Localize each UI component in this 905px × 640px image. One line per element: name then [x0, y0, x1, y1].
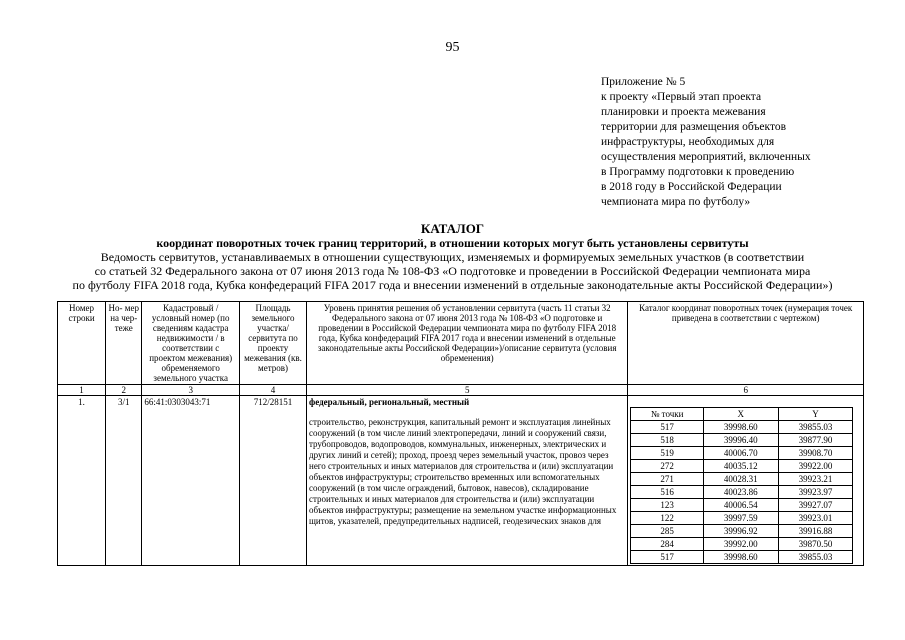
appendix-note [601, 75, 861, 210]
appendix-line: Приложение № 5 [601, 76, 686, 88]
page-number: 95 [445, 40, 460, 55]
point-number: 519 [631, 447, 704, 460]
y-coordinate: 39855.03 [778, 421, 853, 434]
coord-row [631, 460, 853, 473]
point-number: 123 [631, 499, 704, 512]
catalog-heading: КАТАЛОГ [420, 221, 485, 236]
coord-row [631, 538, 853, 551]
point-number: 122 [631, 512, 704, 525]
y-coordinate: 39916.88 [778, 525, 853, 538]
table-row [58, 396, 864, 566]
point-number: 517 [631, 551, 704, 564]
coord-row [631, 525, 853, 538]
x-coordinate: 39992.00 [703, 538, 778, 551]
header-decision-level: Уровень принятия решения об установлении сервитута (часть 11 статьи 32 Федерального закона от 07 июня 2013 года № 108-ФЗ «О подготовке и проведении в Российской Федерации чемпионата мира по футболу FIFA 2018 года, Кубка конфедераций FIFA 2017 года и внесении изменений в отдельные законодательные акты Российской Федерации»)/описание сервитута (условия обременения) [307, 302, 628, 385]
servitude-table [57, 301, 864, 566]
area-value: 712/28151 [240, 396, 307, 566]
servitude-description [307, 396, 628, 566]
servitude-conditions: строительство, реконструкция, капитальный ремонт и эксплуатация линейных сооружений (в том числе линий электропередачи, линий и сооружений связи, трубопроводов, водопроводов, коммунальных, инженерных, электрических и других линий и сетей); проход, проезд через земельный участок, провоз через него строительных и иных материалов для строительства и (или) эксплуатации объектов инфраструктуры; строительство временных или вспомогательных сооружений (в том числе ограждений, бытовок, навесов), складирование строительных и иных материалов для строительства и (или) эксплуатации объектов инфраструктуры; размещение на земельном участке информационных щитов, указателей, предупредительных надписей, геодезических знаков для [309, 417, 617, 526]
coord-row [631, 434, 853, 447]
header-drawing-number: Но- мер на чер- теже [106, 302, 142, 385]
column-number: 6 [628, 385, 864, 396]
x-coordinate: 40006.54 [703, 499, 778, 512]
coordinates-table [630, 407, 853, 564]
y-coordinate: 39870.50 [778, 538, 853, 551]
y-coordinate: 39923.97 [778, 486, 853, 499]
y-coordinate: 39877.90 [778, 434, 853, 447]
coord-header-x: X [703, 408, 778, 421]
description-line: Ведомость сервитутов, устанавливаемых в отношении существующих, изменяемых и формируемых земельных участков (в соответствии [100, 250, 805, 264]
y-coordinate: 39922.00 [778, 460, 853, 473]
point-number: 272 [631, 460, 704, 473]
coord-row [631, 512, 853, 525]
coord-header-point: № точки [631, 408, 704, 421]
y-coordinate: 39927.07 [778, 499, 853, 512]
appendix-line: к проекту «Первый этап проекта [601, 91, 762, 103]
column-number: 2 [106, 385, 142, 396]
appendix-line: территории для размещения объектов [601, 121, 786, 133]
description-line: по футболу FIFA 2018 года, Кубка конфедераций FIFA 2017 года и внесении изменений в отдельные законодательные акты Российской Федерации») [72, 278, 833, 292]
header-line-number: Номер строки [58, 302, 106, 385]
coord-row [631, 447, 853, 460]
column-number: 4 [240, 385, 307, 396]
coord-row [631, 486, 853, 499]
column-number: 1 [58, 385, 106, 396]
decision-levels: федеральный, региональный, местный [309, 397, 470, 407]
x-coordinate: 40006.70 [703, 447, 778, 460]
line-number: 1. [58, 396, 106, 566]
header-area: Площадь земельного участка/ сервитута по проекту межевания (кв. метров) [240, 302, 307, 385]
coord-row [631, 421, 853, 434]
point-number: 516 [631, 486, 704, 499]
header-coordinates-catalog: Каталог координат поворотных точек (нумерация точек приведена в соответствии с чертежом) [628, 302, 864, 385]
y-coordinate: 39855.03 [778, 551, 853, 564]
appendix-line: в 2018 году в Российской Федерации [601, 181, 782, 193]
drawing-number: 3/1 [106, 396, 142, 566]
column-number: 3 [142, 385, 240, 396]
header-cadastral-number: Кадастровый / условный номер (по сведениям кадастра недвижимости / в соответствии с проектом межевания) обременяемого земельного участка [142, 302, 240, 385]
appendix-line: планировки и проекта межевания [601, 106, 766, 118]
x-coordinate: 39998.60 [703, 551, 778, 564]
y-coordinate: 39923.01 [778, 512, 853, 525]
appendix-line: в Программу подготовки к проведению [601, 166, 795, 178]
appendix-line: осуществления мероприятий, включенных [601, 151, 811, 163]
y-coordinate: 39923.21 [778, 473, 853, 486]
description-line: со статьей 32 Федерального закона от 07 июня 2013 года № 108-ФЗ «О подготовке и проведении в Российской Федерации чемпионата мира [94, 264, 811, 278]
x-coordinate: 40035.12 [703, 460, 778, 473]
coord-row [631, 473, 853, 486]
point-number: 285 [631, 525, 704, 538]
y-coordinate: 39908.70 [778, 447, 853, 460]
title-block [0, 222, 905, 292]
column-number: 5 [307, 385, 628, 396]
x-coordinate: 40023.86 [703, 486, 778, 499]
coord-header-y: Y [778, 408, 853, 421]
point-number: 271 [631, 473, 704, 486]
coord-row [631, 551, 853, 564]
point-number: 284 [631, 538, 704, 551]
x-coordinate: 39996.92 [703, 525, 778, 538]
catalog-subheading: координат поворотных точек границ территорий, в отношении которых могут быть установлены сервитуты [156, 236, 749, 250]
coord-row [631, 499, 853, 512]
point-number: 518 [631, 434, 704, 447]
point-number: 517 [631, 421, 704, 434]
coordinates-cell [628, 396, 864, 566]
appendix-line: чемпионата мира по футболу» [601, 196, 751, 208]
x-coordinate: 39998.60 [703, 421, 778, 434]
x-coordinate: 39997.59 [703, 512, 778, 525]
x-coordinate: 40028.31 [703, 473, 778, 486]
appendix-line: инфраструктуры, необходимых для [601, 136, 775, 148]
x-coordinate: 39996.40 [703, 434, 778, 447]
cadastral-number: 66:41:0303043:71 [142, 396, 240, 566]
